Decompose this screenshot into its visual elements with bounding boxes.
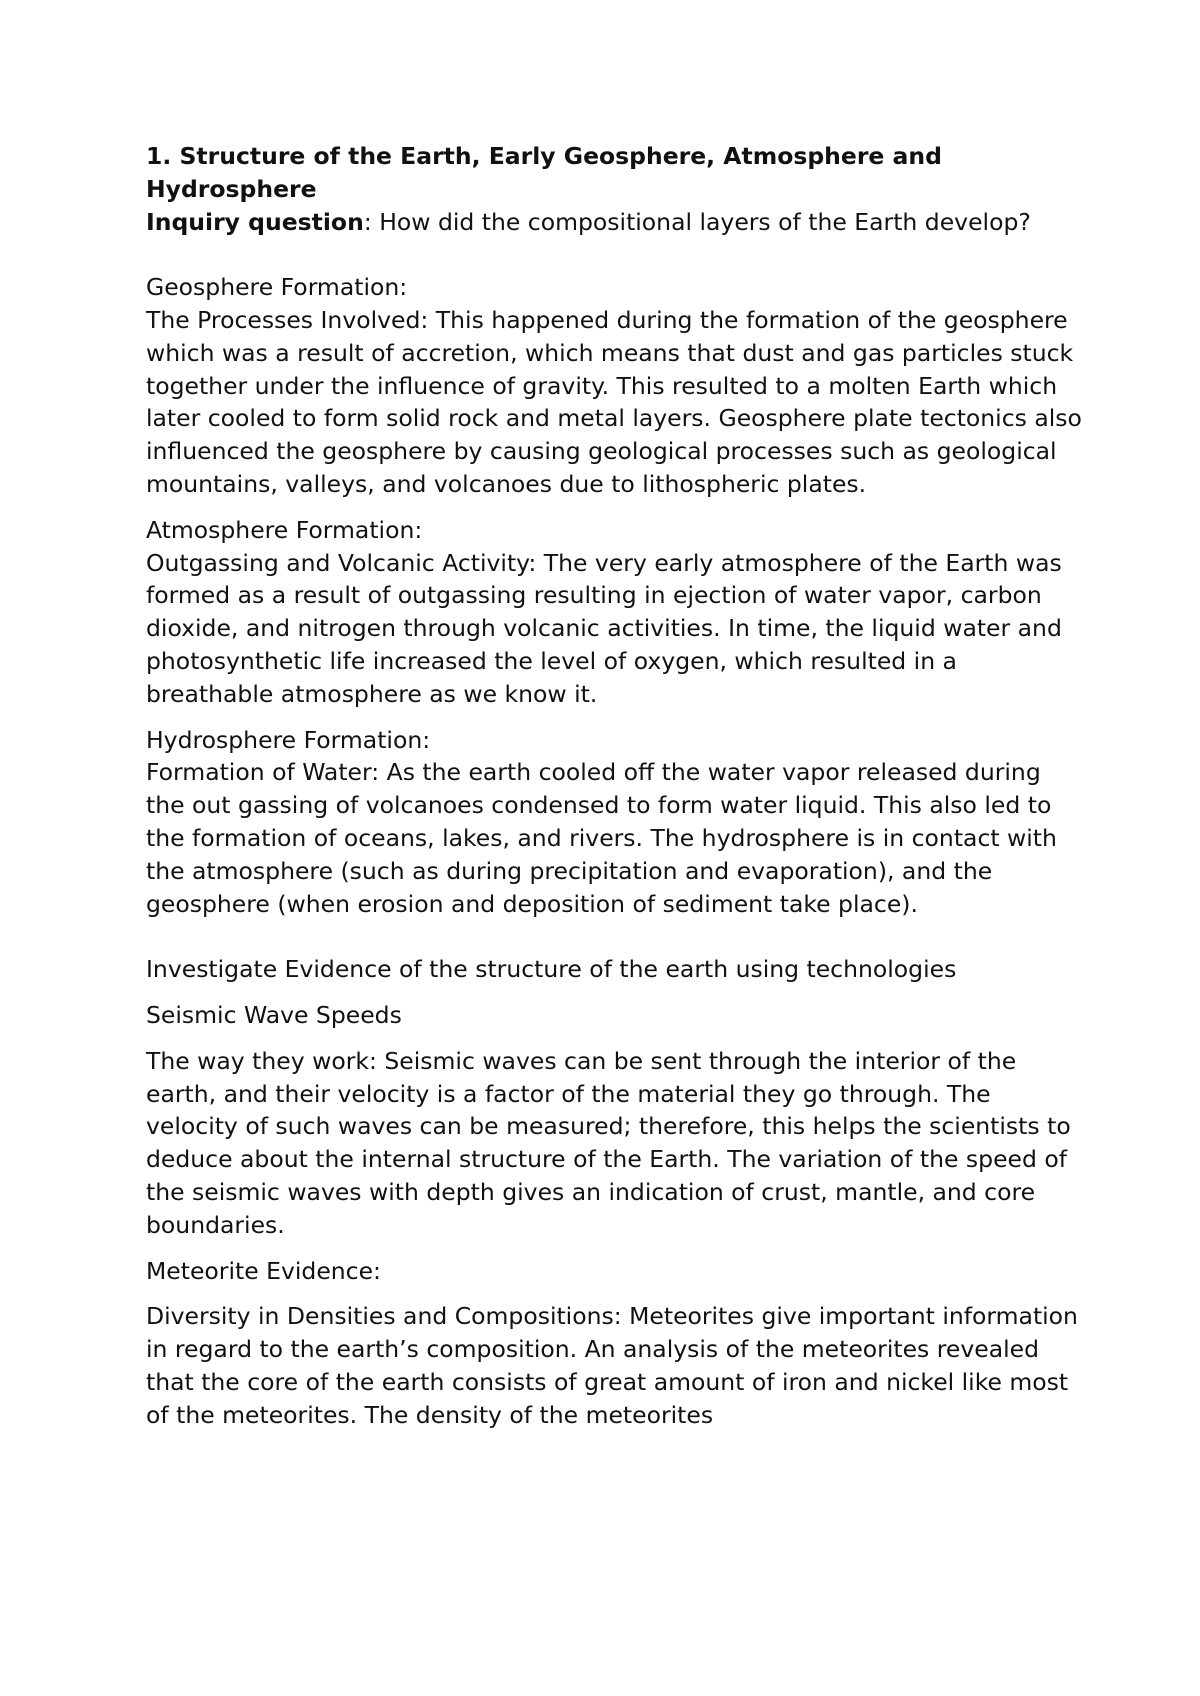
geosphere-heading: Geosphere Formation: — [146, 273, 408, 302]
inquiry-question — [146, 206, 1086, 239]
atmosphere-heading: Atmosphere Formation: — [146, 515, 423, 544]
seismic-heading: Seismic Wave Speeds — [146, 1000, 402, 1029]
hydrosphere-body: Formation of Water: As the earth cooled off the water vapor released during the out gassing of volcanoes condensed to form water liquid. This also led to the formation of oceans, lakes, and rivers. The hydrosphere is in contact with the atmosphere (such as during precipitation and evaporation), and the geosphere (when erosion and deposition of sediment take place). — [146, 758, 1057, 918]
hydrosphere-heading: Hydrosphere Formation: — [146, 725, 431, 754]
seismic-body: The way they work: Seismic waves can be sent through the interior of the earth, and their velocity is a factor of the material they go through. The velocity of such waves can be measured; therefore, this helps the scientists to deduce about the internal structure of the Earth. The variation of the speed of the seismic waves with depth gives an indication of crust, mantle, and core boundaries. — [146, 1046, 1071, 1239]
inquiry-text: : How did the compositional layers of the Earth develop? — [363, 207, 1031, 236]
meteorite-body: Diversity in Densities and Compositions: Meteorites give important information in regard to the earth’s composition. An analysis of the meteorites revealed that the core of the earth consists of great amount of iron and nickel like most of the meteorites. The density of the meteorites — [146, 1302, 1078, 1429]
atmosphere-body: Outgassing and Volcanic Activity: The very early atmosphere of the Earth was formed as a result of outgassing resulting in ejection of water vapor, carbon dioxide, and nitrogen through volcanic activities. In time, the liquid water and photosynthetic life increased the level of oxygen, which resulted in a breathable atmosphere as we know it. — [146, 548, 1062, 708]
inquiry-label: Inquiry question — [146, 207, 364, 236]
meteorite-heading: Meteorite Evidence: — [146, 1256, 381, 1285]
investigate-heading: Investigate Evidence of the structure of the earth using technologies — [146, 955, 957, 984]
geosphere-body: The Processes Involved: This happened during the formation of the geosphere which was a result of accretion, which means that dust and gas particles stuck together under the influence of gravity. This resulted to a molten Earth which later cooled to form solid rock and metal layers. Geosphere plate tectonics also influenced the geosphere by causing geological processes such as geological mountains, valleys, and volcanoes due to lithospheric plates. — [146, 305, 1082, 498]
section-title: 1. Structure of the Earth, Early Geosphere, Atmosphere and Hydrosphere — [146, 142, 942, 203]
document-page — [146, 140, 1086, 1431]
